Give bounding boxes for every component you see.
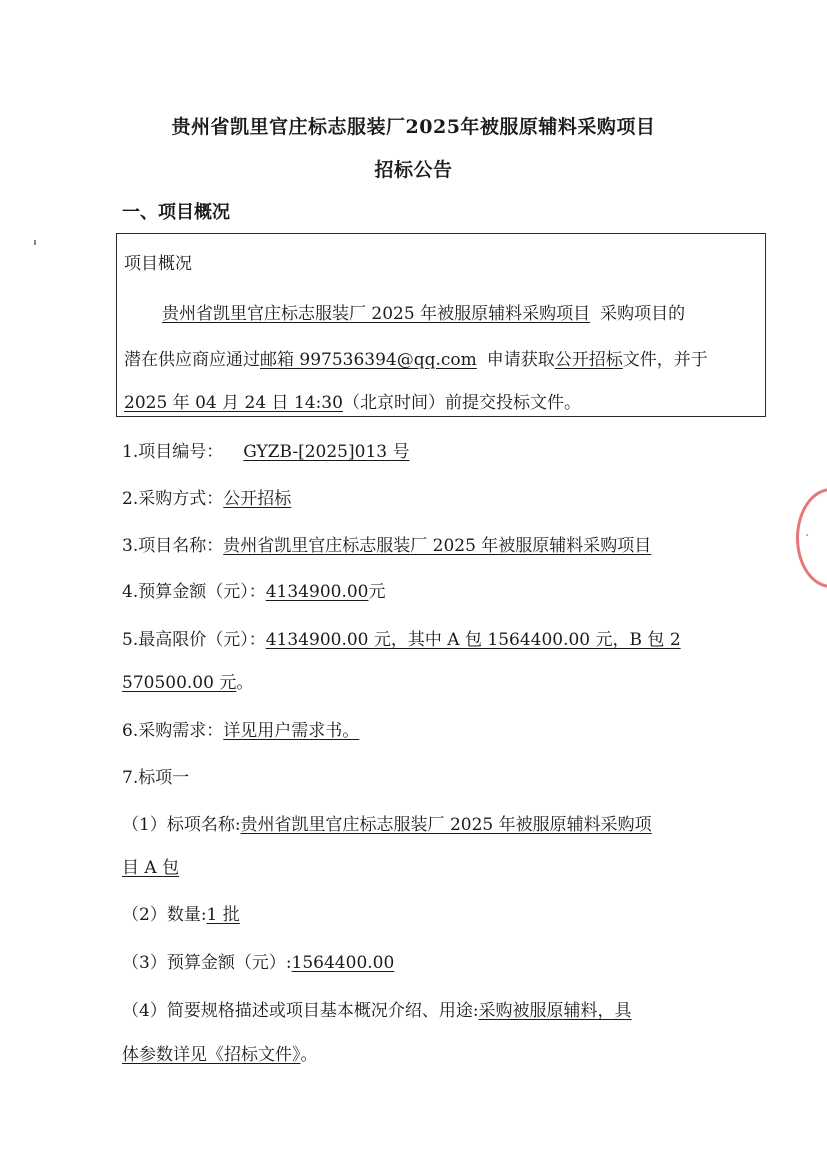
- budget-value: 4134900.00: [265, 582, 369, 602]
- item-budget: [122, 577, 385, 602]
- project-no-value: GYZB-[2025]013 号: [243, 442, 410, 462]
- item-project-name: [122, 531, 651, 556]
- lot-desc-label: （4）简要规格描述或项目基本概况介绍、用途:: [122, 1001, 479, 1021]
- method-label: 2.采购方式：: [122, 489, 224, 509]
- stamp-mark: ·: [805, 528, 810, 544]
- overview-paragraph-line-1: [162, 299, 685, 324]
- lot-desc-end: 。: [300, 1045, 318, 1065]
- section-heading-overview: 一、项目概况: [122, 202, 230, 223]
- demand-value: 详见用户需求书。: [223, 721, 360, 741]
- lot-qty-value: 1 批: [206, 905, 240, 925]
- overview-box: [116, 233, 766, 417]
- lot-quantity: [122, 900, 240, 925]
- item-lot-heading: 7.标项一: [122, 768, 190, 788]
- name-value: 贵州省凯里官庄标志服装厂 2025 年被服原辅料采购项目: [223, 536, 652, 556]
- max-end: 。: [236, 673, 254, 693]
- overview-line2-tail: 文件，并于: [622, 350, 708, 370]
- overview-method: 公开招标: [554, 350, 623, 370]
- lot-name-label: （1）标项名称:: [122, 815, 241, 835]
- lot-name-value-line2: 目 A 包: [122, 858, 180, 878]
- overview-line2-mid: 申请获取: [486, 350, 555, 370]
- budget-unit: 元: [368, 582, 386, 602]
- overview-deadline: 2025 年 04 月 24 日 14:30: [124, 393, 343, 413]
- budget-label: 4.预算金额（元）：: [122, 582, 266, 602]
- overview-paragraph-line-2: [124, 345, 708, 370]
- max-value-line1: 4134900.00 元，其中 A 包 1564400.00 元，B 包 2: [265, 630, 681, 650]
- overview-email: 邮箱 997536394@qq.com: [260, 350, 477, 370]
- overview-line2-prefix: 潜在供应商应通过: [124, 350, 260, 370]
- lot-name-value-line1: 贵州省凯里官庄标志服装厂 2025 年被服原辅料采购项: [240, 815, 652, 835]
- project-no-label: 1.项目编号：: [122, 442, 224, 462]
- item-max-price-cont: [122, 668, 253, 693]
- method-value: 公开招标: [223, 489, 292, 509]
- scan-speck: [34, 240, 36, 245]
- overview-box-label: 项目概况: [124, 254, 192, 274]
- lot-name: [122, 810, 652, 835]
- lot-description-cont: [122, 1040, 318, 1065]
- max-value-line2: 570500.00 元: [122, 673, 237, 693]
- overview-paragraph-line-3: [124, 388, 581, 413]
- overview-project-name: 贵州省凯里官庄标志服装厂 2025 年被服原辅料采购项目: [162, 304, 591, 324]
- lot-budget-label: （3）预算金额（元）:: [122, 953, 292, 973]
- lot-desc-value-line2: 体参数详见《招标文件》: [122, 1045, 301, 1065]
- lot-budget-value: 1564400.00: [291, 953, 395, 973]
- lot-budget: [122, 948, 394, 973]
- item-max-price: [122, 625, 681, 650]
- item-project-no: [122, 437, 429, 462]
- overview-line1-tail: 采购项目的: [600, 304, 686, 324]
- demand-label: 6.采购需求：: [122, 721, 224, 741]
- lot-name-cont: [122, 853, 179, 878]
- red-seal-stamp: [796, 488, 827, 588]
- lot-qty-label: （2）数量:: [122, 905, 207, 925]
- item-demand: [122, 716, 371, 741]
- overview-line3-tail: （北京时间）前提交投标文件。: [342, 393, 581, 413]
- document-title: 贵州省凯里官庄标志服装厂2025年被服原辅料采购项目: [171, 116, 656, 138]
- name-label: 3.项目名称：: [122, 536, 224, 556]
- lot-desc-value-line1: 采购被服原辅料，具: [478, 1001, 632, 1021]
- document-subtitle: 招标公告: [374, 159, 453, 181]
- item-method: [122, 484, 291, 509]
- max-label: 5.最高限价（元）：: [122, 630, 266, 650]
- lot-description: [122, 996, 632, 1021]
